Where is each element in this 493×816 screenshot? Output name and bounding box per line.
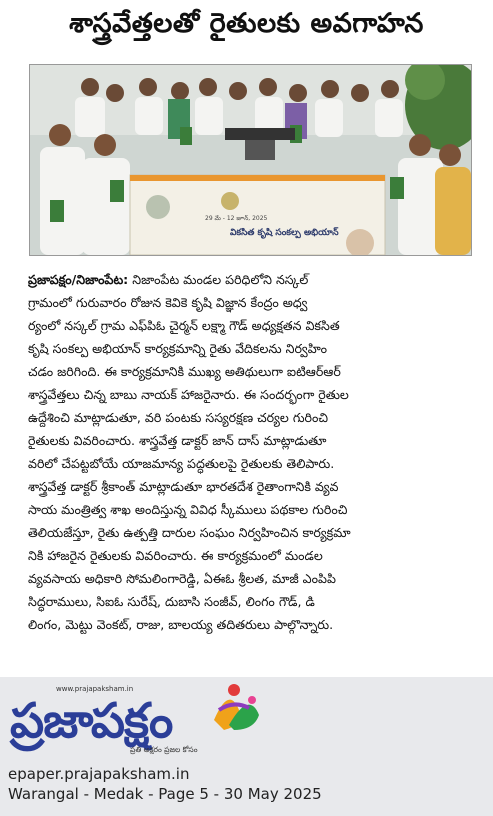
logo-splash-icon <box>204 680 264 735</box>
article-line: నికి హాజరైన రైతులకు వివరించారు. ఈ కార్యక్రమంలో మండల <box>28 548 323 563</box>
epaper-site[interactable]: epaper.prajapaksham.in <box>8 765 190 783</box>
headline: శాస్త్రవేత్తలతో రైతులకు అవగాహన <box>69 8 424 39</box>
article-line: వరిలో చేపట్టబోయే యాజమాన్య పద్ధతులపై రైతులకు తెలిపారు. <box>28 456 335 471</box>
article-line: వ్యవసాయ అధికారి సోమలింగారెడ్డి, ఏఈఓ శ్రీలత, మాజీ ఎంపిపి <box>28 571 336 586</box>
article-line: శాస్త్రవేత్తలు చిన్న బాబు నాయక్ హాజరైనారు. ఈ సందర్భంగా రైతుల <box>28 387 349 402</box>
article-line: రైతులకు వివరించారు. శాస్త్రవేత్త డాక్టర్ జాన్ దాస్ మాట్లాడుతూ <box>28 433 327 448</box>
article-line: తెలియజేస్తూ, రైతు ఉత్పత్తి దారుల సంఘం నిర్వహించిన కార్యక్రమా <box>28 525 351 540</box>
banner-title: వికసిత కృషి సంకల్ప అభియాన్ <box>230 228 339 238</box>
article-line: ఉద్దేశించి మాట్లాడుతూ, వరి పంటకు సస్యరక్షణ చర్యల గురించి <box>28 410 329 425</box>
article-line: లింగం, మెట్టు వెంకట్, రాజు, బాలయ్య తదితరులు పాల్గొన్నారు. <box>28 617 334 632</box>
article-line: కృషి సంకల్ప అభియాన్ కార్యక్రమాన్ని రైతు వేదికలను నిర్వహిం <box>28 341 327 356</box>
logo-tagline: ప్రతి అక్షరం ప్రజల కోసం <box>130 745 198 754</box>
article-line: చడం జరిగింది. ఈ కార్యక్రమానికి ముఖ్య అతిథులుగా ఐటిఆర్ఆర్ <box>28 364 341 379</box>
article-line: గ్రామంలో గురువారం రోజున కెవికె కృషి విజ్ఞాన కేంద్రం అధ్వ <box>28 295 308 310</box>
article-body <box>28 268 472 636</box>
newspaper-logo: ప్రజాపక్షం <box>10 693 173 749</box>
news-photo <box>29 64 472 256</box>
article-dateline: ప్రజాపక్షం/నిజాంపేట: <box>28 272 129 287</box>
article-line: సిద్ధరాములు, సిఐఓ సురేష్, దుబాసి సంజీవ్, లింగం గౌడ్, డి <box>28 594 315 609</box>
article-line: ర్యంలో నస్కల్ గ్రామ ఎఫ్‌పిఓ చైర్మన్ లక్ష్మా గౌడ్ అధ్యక్షతన వికసిత <box>28 318 340 333</box>
logo-url[interactable]: www.prajapaksham.in <box>56 685 134 693</box>
article-line: ప్రజాపక్షం/నిజాంపేట: నిజాంపేట మండల పరిధిలోని నస్కల్ <box>28 272 309 287</box>
article-line: శాస్త్రవేత్త డాక్టర్ శ్రీకాంత్ మాట్లాడుతూ భారతదేశ రైతాంగానికి వ్యవ <box>28 479 339 494</box>
photo-illustration <box>30 65 471 255</box>
article-line: సాయ మంత్రిత్వ శాఖ అందిస్తున్న వివిధ స్కీములు పథకాల గురించి <box>28 502 348 517</box>
banner-date: 29 మే - 12 జూన్, 2025 <box>205 215 268 222</box>
edition-info: Warangal - Medak - Page 5 - 30 May 2025 <box>8 785 322 803</box>
